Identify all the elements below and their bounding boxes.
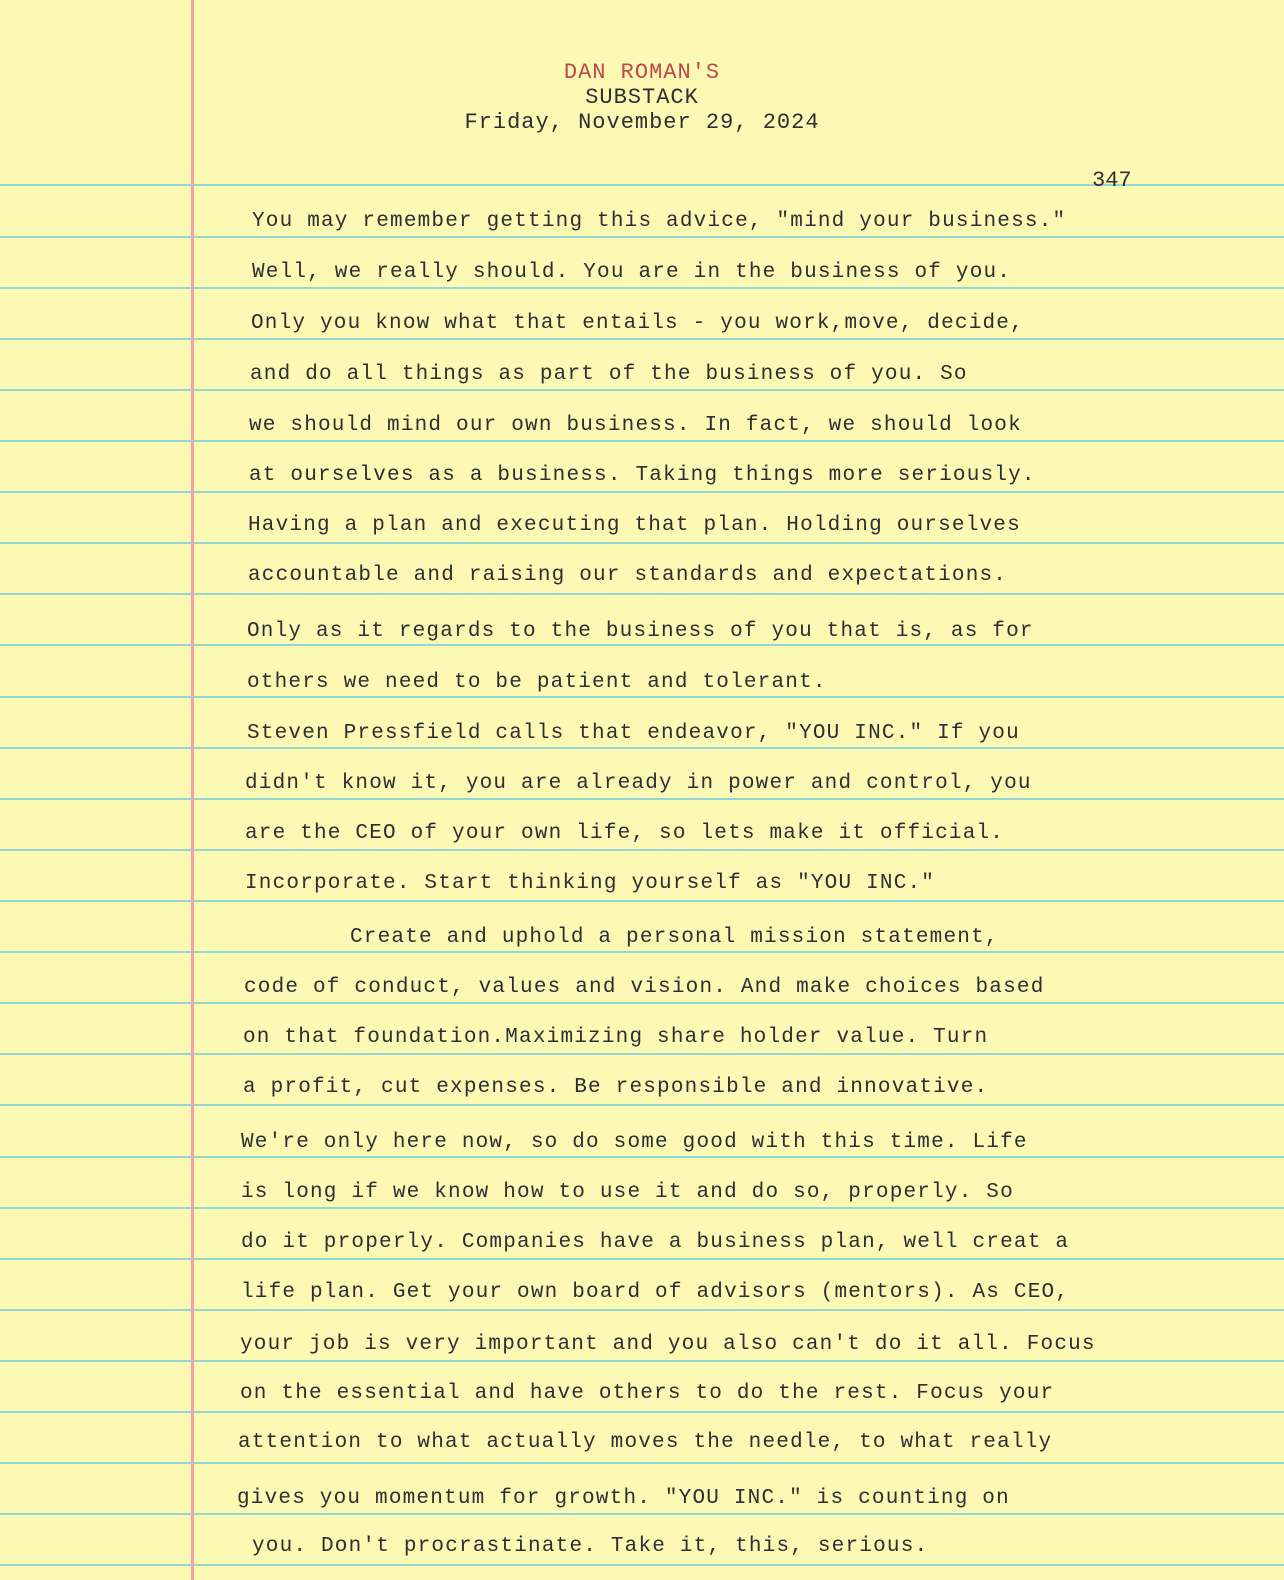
header-subtitle: SUBSTACK <box>585 85 699 110</box>
text-line: life plan. Get your own board of advisors (mentors). As CEO, <box>241 1281 1070 1304</box>
text-line: is long if we know how to use it and do so, properly. So <box>241 1181 1014 1204</box>
text-line: a profit, cut expenses. Be responsible and innovative. <box>243 1076 989 1099</box>
text-line: Only you know what that entails - you work,move, decide, <box>251 312 1024 335</box>
text-line: didn't know it, you are already in power and control, you <box>245 772 1032 795</box>
text-line: Create and uphold a personal mission statement, <box>350 926 999 949</box>
text-line: Only as it regards to the business of you that is, as for <box>247 620 1034 643</box>
text-line: You may remember getting this advice, "mind your business." <box>252 210 1067 233</box>
text-line: others we need to be patient and tolerant. <box>247 671 827 694</box>
text-line: gives you momentum for growth. "YOU INC." is counting on <box>237 1487 1010 1510</box>
header-date: Friday, November 29, 2024 <box>464 110 820 135</box>
text-line: and do all things as part of the business of you. So <box>250 363 968 386</box>
text-line: on that foundation.Maximizing share holder value. Turn <box>243 1026 989 1049</box>
text-line: you. Don't procrastinate. Take it, this, serious. <box>252 1535 929 1558</box>
text-line: Steven Pressfield calls that endeavor, "YOU INC." If you <box>247 722 1020 745</box>
text-line: we should mind our own business. In fact, we should look <box>249 414 1022 437</box>
text-line: accountable and raising our standards and expectations. <box>248 564 1008 587</box>
margin-line <box>191 0 194 1580</box>
text-line: are the CEO of your own life, so lets make it official. <box>245 822 1005 845</box>
text-line: code of conduct, values and vision. And make choices based <box>244 976 1045 999</box>
text-line: on the essential and have others to do the rest. Focus your <box>240 1382 1055 1405</box>
header-title: DAN ROMAN'S <box>563 60 721 85</box>
page-number: 347 <box>1092 168 1132 193</box>
text-line: Having a plan and executing that plan. Holding ourselves <box>248 514 1021 537</box>
text-line: attention to what actually moves the needle, to what really <box>238 1431 1053 1454</box>
text-line: at ourselves as a business. Taking things more seriously. <box>249 464 1036 487</box>
text-line: Well, we really should. You are in the business of you. <box>252 261 1012 284</box>
text-line: your job is very important and you also can't do it all. Focus <box>240 1333 1096 1356</box>
text-line: Incorporate. Start thinking yourself as "YOU INC." <box>245 872 936 895</box>
text-line: We're only here now, so do some good with this time. Life <box>241 1131 1028 1154</box>
text-line: do it properly. Companies have a business plan, well creat a <box>241 1231 1070 1254</box>
